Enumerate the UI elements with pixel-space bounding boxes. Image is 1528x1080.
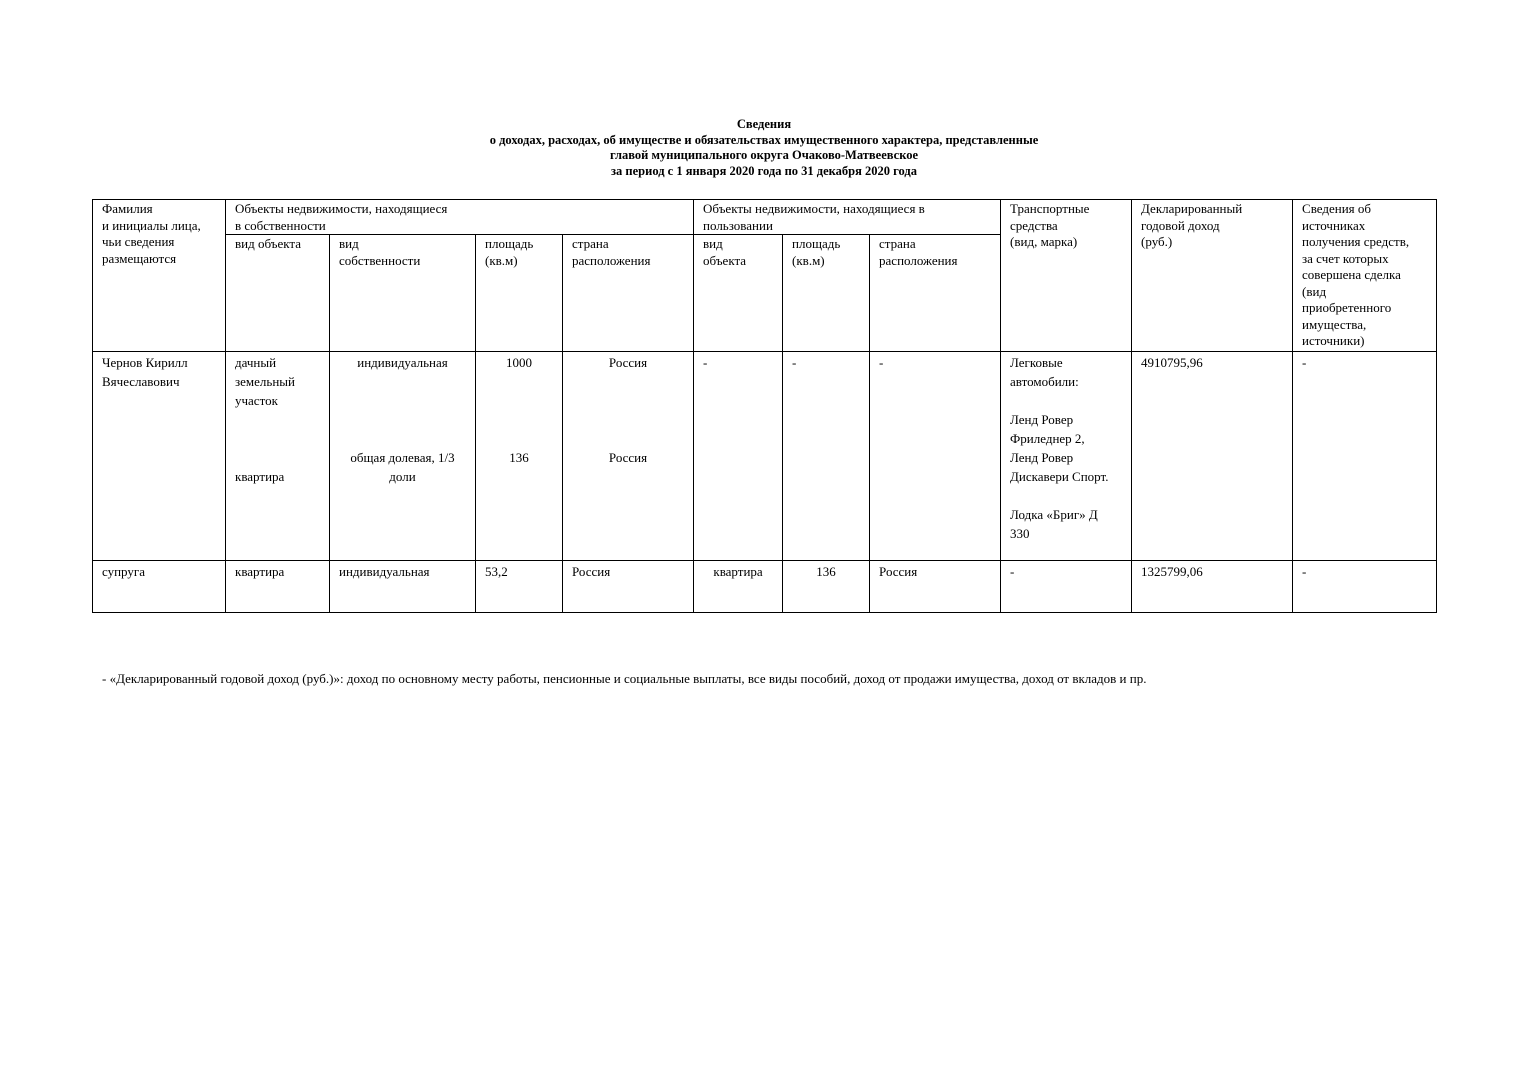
declaration-table (92, 199, 1437, 613)
cell-used-area: 136 (783, 561, 870, 613)
header-owned-country: страна расположения (563, 235, 694, 352)
table-body (93, 352, 1437, 613)
cell-used-country: Россия (870, 561, 1001, 613)
cell-owned-type: квартира (226, 561, 330, 613)
owned-type-1: дачный земельный участок (235, 355, 295, 408)
cell-used-country: - (870, 352, 1001, 561)
cell-sources: - (1293, 561, 1437, 613)
table-row (93, 352, 1437, 561)
header-transport: Транспортные средства (вид, марка) (1001, 200, 1132, 352)
cell-owned-kind (330, 352, 476, 561)
cell-used-area: - (783, 352, 870, 561)
owned-country-2: Россия (608, 450, 648, 465)
table-header (93, 200, 1437, 352)
owned-area-1: 1000 (506, 355, 532, 370)
header-used-type: вид объекта (694, 235, 783, 352)
header-owned-area: площадь (кв.м) (476, 235, 563, 352)
header-used-country: страна расположения (870, 235, 1001, 352)
cell-income: 4910795,96 (1132, 352, 1293, 561)
cell-transport: Легковые автомобили: Ленд Ровер Фриледнер 2, Ленд Ровер Дискавери Спорт. Лодка «Бриг» Д 330 (1001, 352, 1132, 561)
cell-used-type: - (694, 352, 783, 561)
cell-owned-type (226, 352, 330, 561)
owned-kind-1: индивидуальная (357, 355, 448, 370)
header-owned-kind: вид собственности (330, 235, 476, 352)
header-sources: Сведения об источниках получения средств, за счет которых совершена сделка (вид приобретенного имущества, источники) (1293, 200, 1437, 352)
header-used-group: Объекты недвижимости, находящиеся в пользовании (694, 200, 1001, 235)
heading-period: за период с 1 января 2020 года по 31 декабря 2020 года (611, 163, 917, 178)
cell-name: Чернов Кирилл Вячеславович (93, 352, 226, 561)
header-name: Фамилия и инициалы лица, чьи сведения размещаются (93, 200, 226, 352)
heading-title: Сведения (736, 117, 792, 131)
header-owned-type: вид объекта (226, 235, 330, 352)
cell-owned-country (563, 352, 694, 561)
income-footnote: - «Декларированный годовой доход (руб.)»: доход по основному месту работы, пенсионные и социальные выплаты, все виды пособий, доход от продажи имущества, доход от вкладов и пр. (102, 671, 1147, 686)
owned-kind-2: общая долевая, 1/3 доли (350, 450, 455, 484)
cell-used-type: квартира (694, 561, 783, 613)
cell-transport: - (1001, 561, 1132, 613)
table-row (93, 561, 1437, 613)
cell-sources: - (1293, 352, 1437, 561)
cell-owned-area: 53,2 (476, 561, 563, 613)
document-heading (0, 117, 1528, 179)
cell-owned-area (476, 352, 563, 561)
cell-name: супруга (93, 561, 226, 613)
header-row-1 (93, 200, 1437, 235)
header-used-area: площадь (кв.м) (783, 235, 870, 352)
header-income: Декларированный годовой доход (руб.) (1132, 200, 1293, 352)
cell-income: 1325799,06 (1132, 561, 1293, 613)
owned-country-1: Россия (608, 355, 648, 370)
owned-type-2: квартира (235, 469, 285, 484)
cell-owned-kind: индивидуальная (330, 561, 476, 613)
owned-area-2: 136 (509, 450, 529, 465)
heading-official: главой муниципального округа Очаково-Матвеевское (609, 148, 919, 162)
heading-subtitle: о доходах, расходах, об имуществе и обязательствах имущественного характера, представленные (489, 132, 1039, 147)
header-owned-group: Объекты недвижимости, находящиеся в собственности (226, 200, 694, 235)
cell-owned-country: Россия (563, 561, 694, 613)
